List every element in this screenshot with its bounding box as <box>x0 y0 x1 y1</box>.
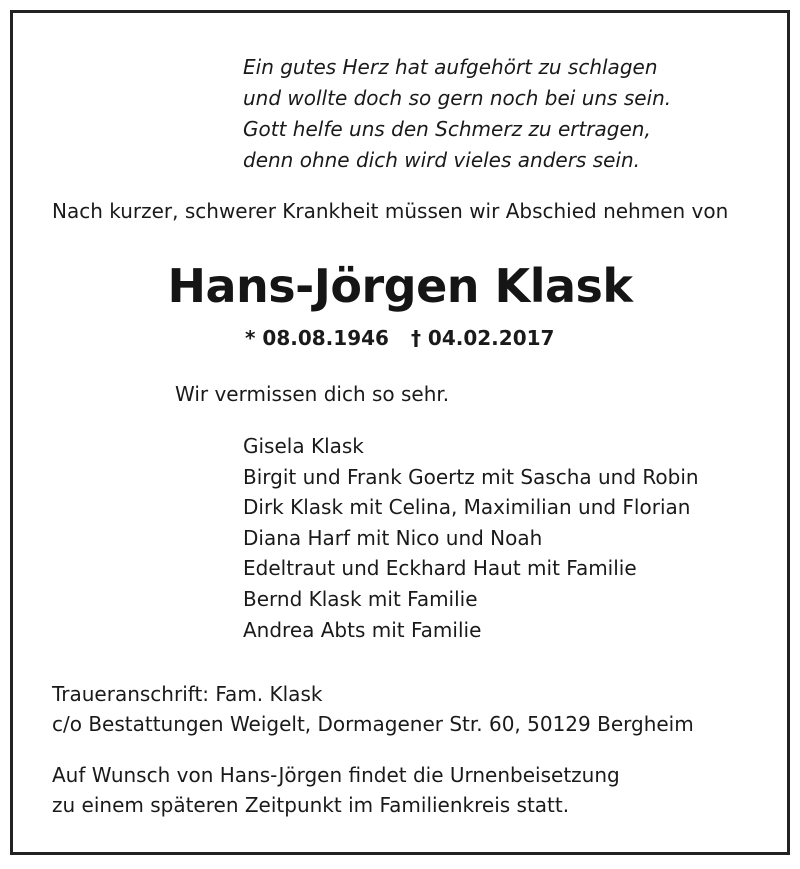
note-line: Auf Wunsch von Hans-Jörgen findet die Urnenbeisetzung <box>52 763 620 787</box>
deceased-name: Hans-Jörgen Klask <box>167 259 633 313</box>
life-dates <box>245 324 554 352</box>
address-line: Traueranschrift: Fam. Klask <box>52 682 323 706</box>
memorial-poem <box>243 52 671 176</box>
mourner-entry: Dirk Klask mit Celina, Maximilian und Florian <box>243 495 691 520</box>
mourner-entry: Andrea Abts mit Familie <box>243 617 482 642</box>
mourner-entry: Birgit und Frank Goertz mit Sascha und Robin <box>243 464 699 489</box>
mourner-entry: Bernd Klask mit Familie <box>243 586 478 611</box>
mourner-entry: Gisela Klask <box>243 434 364 458</box>
poem-line: Ein gutes Herz hat aufgehört zu schlagen <box>243 55 658 79</box>
birth-date: * 08.08.1946 <box>245 326 389 350</box>
intro-text: Nach kurzer, schwerer Krankheit müssen wir Abschied nehmen von <box>52 199 729 223</box>
note-line: zu einem späteren Zeitpunkt im Familienkreis statt. <box>52 793 570 817</box>
mourner-entry: Diana Harf mit Nico und Noah <box>243 525 543 550</box>
poem-line: und wollte doch so gern noch bei uns sein. <box>243 86 672 110</box>
poem-line: denn ohne dich wird vieles anders sein. <box>243 148 641 172</box>
poem-line: Gott helfe uns den Schmerz zu ertragen, <box>243 117 651 141</box>
mourners-list <box>243 431 699 645</box>
address-line: c/o Bestattungen Weigelt, Dormagener Str. 60, 50129 Bergheim <box>52 712 694 736</box>
death-date: 04.02.2017 <box>427 326 555 350</box>
mourning-address <box>52 679 694 739</box>
sentiment-text: Wir vermissen dich so sehr. <box>175 382 450 406</box>
mourner-entry: Edeltraut und Eckhard Haut mit Familie <box>243 556 637 581</box>
cross-icon: † <box>410 326 421 350</box>
burial-note <box>52 760 620 820</box>
